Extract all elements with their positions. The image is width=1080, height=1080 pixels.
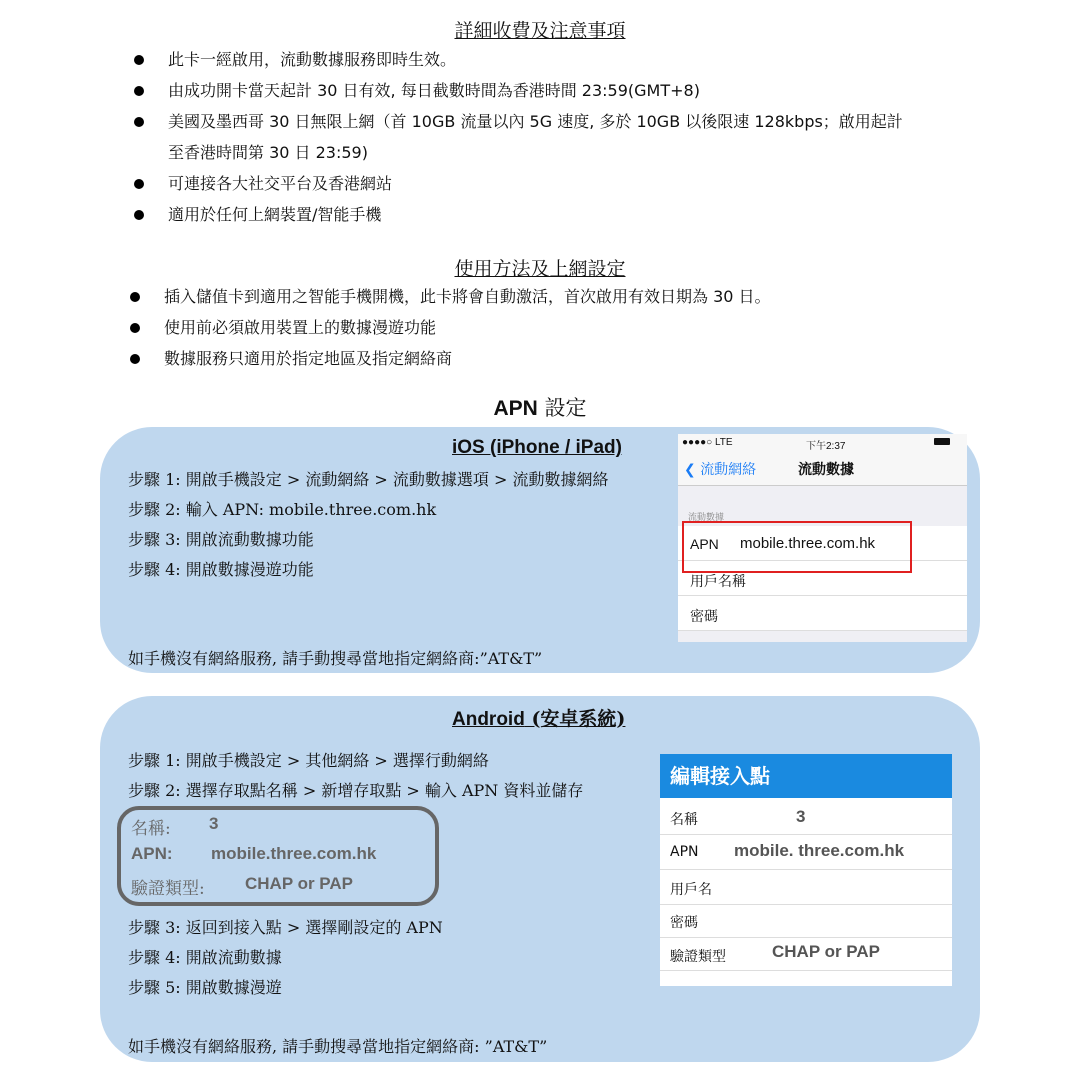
bullet-icon bbox=[130, 354, 140, 364]
password-row[interactable] bbox=[678, 596, 967, 631]
ios-step-1: 步驟 1: 開啟手機設定 > 流動網絡 > 流動數據選項 > 流動數據網絡 bbox=[128, 470, 609, 489]
android-step-5: 步驟 5: 開啟數據漫遊 bbox=[128, 978, 282, 997]
apn-value: mobile. three.com.hk bbox=[734, 841, 905, 860]
ios-step-4: 步驟 4: 開啟數據漫遊功能 bbox=[128, 560, 314, 579]
apn-label: APN bbox=[670, 844, 699, 860]
android-step-4: 步驟 4: 開啟流動數據 bbox=[128, 948, 282, 967]
box-auth-line: 驗證類型: CHAP or PAP bbox=[131, 874, 354, 899]
auth-type-label: 驗證類型 bbox=[670, 949, 726, 965]
ios-step-3: 步驟 3: 開啟流動數據功能 bbox=[128, 530, 314, 549]
usage-list bbox=[124, 281, 1024, 374]
list-item: 使用前必須啟用裝置上的數據漫遊功能 bbox=[124, 312, 1024, 343]
chevron-left-icon: ❮ bbox=[684, 462, 696, 478]
name-row[interactable] bbox=[660, 800, 952, 835]
android-step-1: 步驟 1: 開啟手機設定 > 其他網絡 > 選擇行動網絡 bbox=[128, 751, 489, 770]
android-note: 如手機沒有網絡服務, 請手動搜尋當地指定網絡商: ”AT&T” bbox=[128, 1037, 548, 1056]
section-label: 流動數據 bbox=[688, 513, 725, 523]
username-row[interactable] bbox=[660, 870, 952, 905]
charges-list bbox=[128, 44, 1028, 230]
edit-apn-header: 編輯接入點 bbox=[660, 754, 952, 798]
ios-nav-bar bbox=[678, 452, 967, 486]
apn-settings-title: APN 設定 bbox=[493, 396, 587, 420]
android-screenshot bbox=[660, 754, 952, 986]
name-label: 名稱 bbox=[670, 812, 698, 828]
usage-heading: 使用方法及上網設定 bbox=[454, 258, 626, 280]
android-step-2: 步驟 2: 選擇存取點名稱 > 新增存取點 > 輸入 APN 資料並儲存 bbox=[128, 781, 584, 800]
bullet-icon bbox=[134, 55, 144, 65]
list-item: 此卡一經啟用，流動數據服務即時生效。 bbox=[128, 44, 1028, 75]
ios-title: iOS (iPhone / iPad) bbox=[452, 437, 622, 458]
apn-label: APN bbox=[690, 536, 719, 552]
ios-note: 如手機沒有網絡服務, 請手動搜尋當地指定網絡商:”AT&T” bbox=[128, 649, 543, 668]
list-item: 適用於任何上網裝置/智能手機 bbox=[128, 199, 1028, 230]
username-label: 用戶名稱 bbox=[690, 574, 746, 590]
box-apn-line: APN: mobile.three.com.hk bbox=[131, 844, 377, 863]
list-item: 由成功開卡當天起計 30 日有效, 每日截數時間為香港時間 23:59(GMT+8) bbox=[128, 75, 1028, 106]
bullet-icon bbox=[134, 86, 144, 96]
auth-type-row[interactable] bbox=[660, 936, 952, 971]
apn-value: mobile.three.com.hk bbox=[740, 535, 876, 552]
box-name-line: 名稱: 3 bbox=[131, 814, 219, 839]
list-item: 可連接各大社交平台及香港網站 bbox=[128, 168, 1028, 199]
back-button[interactable]: ❮ 流動網絡 bbox=[684, 462, 757, 478]
battery-icon bbox=[934, 438, 950, 445]
auth-type-value: CHAP or PAP bbox=[772, 942, 881, 961]
password-row[interactable] bbox=[660, 903, 952, 938]
list-item: 插入儲值卡到適用之智能手機開機，此卡將會自動激活，首次啟用有效日期為 30 日。 bbox=[124, 281, 1024, 312]
bullet-icon bbox=[134, 117, 144, 127]
bullet-icon bbox=[130, 292, 140, 302]
nav-title: 流動數據 bbox=[798, 462, 854, 478]
status-time: 下午2:37 bbox=[806, 441, 846, 452]
bullet-icon bbox=[130, 323, 140, 333]
password-label: 密碼 bbox=[670, 915, 698, 931]
name-value: 3 bbox=[796, 807, 806, 826]
apn-row[interactable] bbox=[660, 835, 952, 870]
ios-step-2: 步驟 2: 輸入 APN: mobile.three.com.hk bbox=[128, 500, 437, 519]
charges-heading: 詳細收費及注意事項 bbox=[454, 20, 626, 42]
bullet-icon bbox=[134, 210, 144, 220]
ios-status-bar bbox=[678, 434, 967, 452]
apn-highlight-box bbox=[682, 521, 912, 573]
list-item: 數據服務只適用於指定地區及指定網絡商 bbox=[124, 343, 1024, 374]
carrier-signal: ●●●●○ LTE bbox=[682, 437, 733, 448]
android-step-3: 步驟 3: 返回到接入點 > 選擇剛設定的 APN bbox=[128, 918, 443, 937]
android-title: Android (安卓系統) bbox=[452, 708, 626, 730]
password-label: 密碼 bbox=[690, 609, 718, 625]
username-label: 用戶名 bbox=[670, 882, 712, 898]
bullet-icon bbox=[134, 179, 144, 189]
list-item: 美國及墨西哥 30 日無限上網（首 10GB 流量以內 5G 速度, 多於 10GB 以後限速 128kbps；啟用起計 至香港時間第 30 日 23:59) bbox=[128, 106, 1028, 168]
